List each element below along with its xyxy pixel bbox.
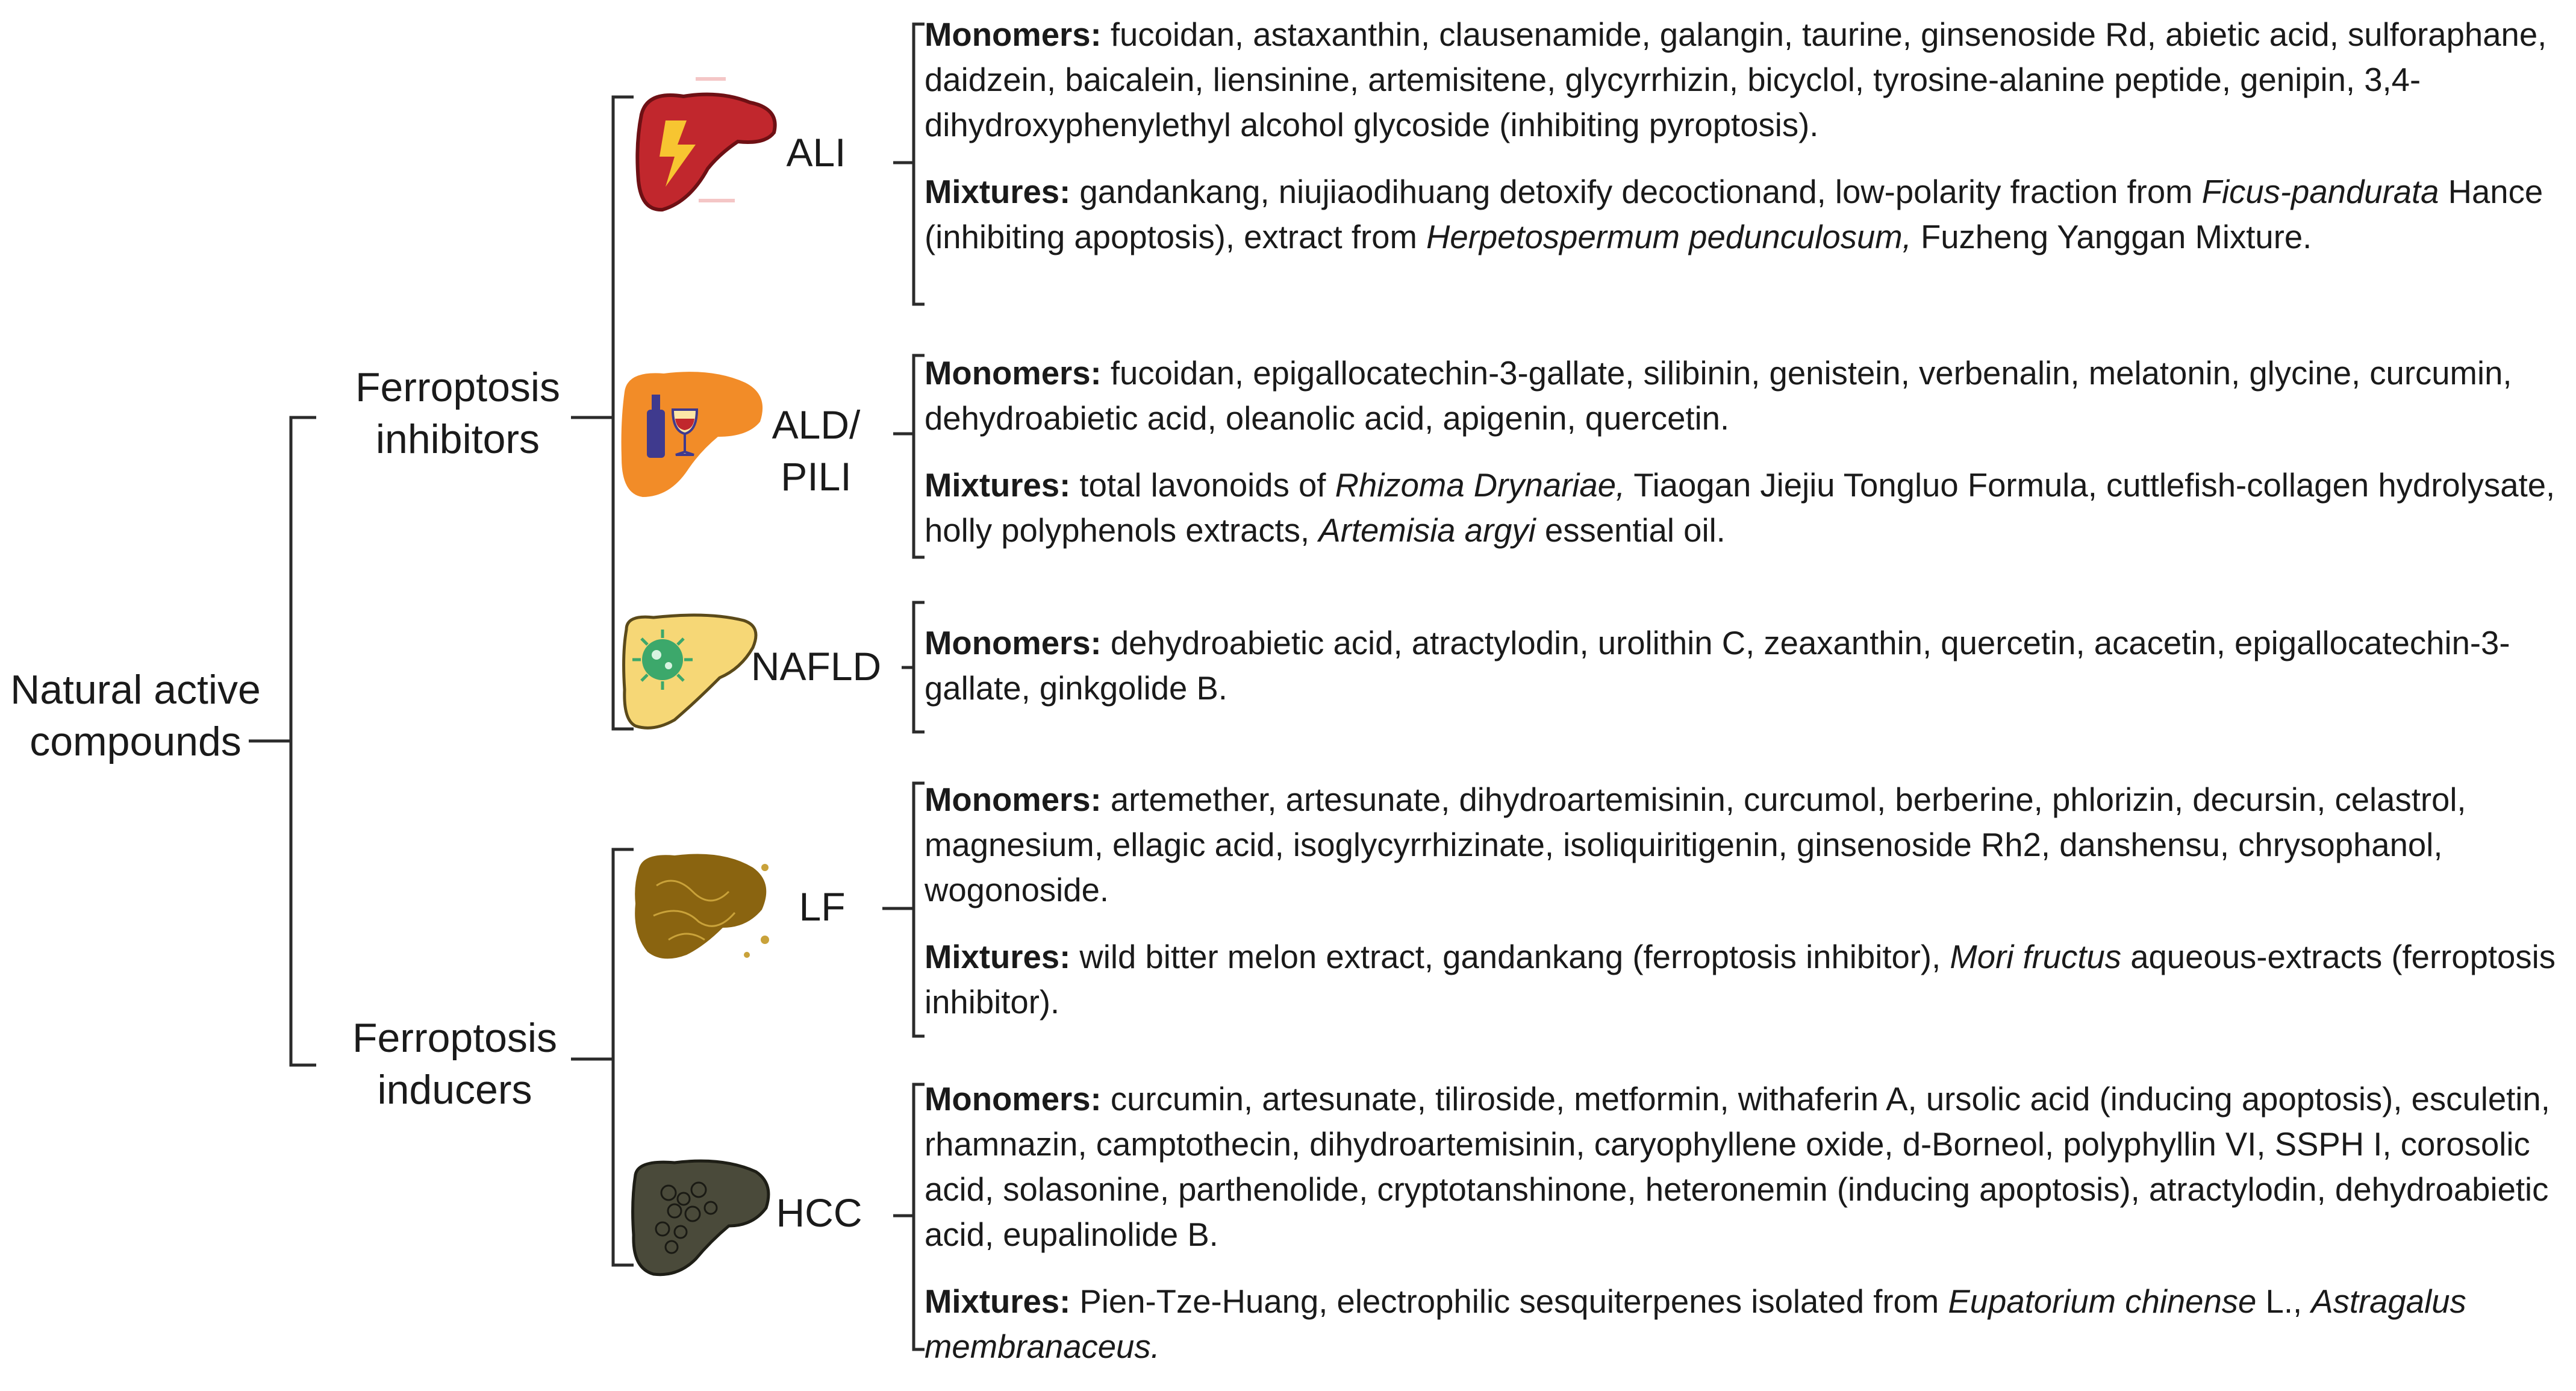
disease-label-ali: ALI <box>786 130 846 175</box>
section-title: Monomers: <box>925 16 1102 53</box>
mixtures-paragraph <box>925 463 2563 553</box>
dark-cirrhotic-liver-icon <box>626 1157 777 1277</box>
compound-text: Hance (inhibiting apoptosis), extract from <box>925 173 2543 255</box>
section-title: Monomers: <box>925 1081 1102 1117</box>
compound-list-nafld <box>925 620 2563 733</box>
compound-text: Tiaogan Jiejiu Tongluo Formula, cuttlefish-collagen hydrolysate, holly polyphenols extracts, <box>925 467 2556 549</box>
ali-text-bracket <box>914 24 925 304</box>
section-title: Mixtures: <box>925 467 1071 504</box>
nafld-text-bracket <box>914 602 925 732</box>
compound-text: wild bitter melon extract, gandankang (ferroptosis inhibitor), <box>1070 939 1950 975</box>
lf-text-bracket <box>914 783 925 1036</box>
species-name: Rhizoma Drynariae, <box>1335 467 1626 504</box>
species-name: Mori fructus <box>1950 939 2122 975</box>
compound-text: Fuzheng Yanggan Mixture. <box>1911 219 2312 255</box>
section-title: Mixtures: <box>925 939 1071 975</box>
compound-text: L., <box>2256 1283 2312 1320</box>
orange-liver-wine-icon <box>616 367 772 503</box>
compound-list-lf <box>925 777 2563 1046</box>
disease-label-hcc: HCC <box>776 1190 862 1235</box>
species-name: Artemisia argyi <box>1318 512 1536 549</box>
compound-text: artemether, artesunate, dihydroartemisinin, curcumol, berberine, phlorizin, decursin, celastrol, magnesium, ellagic acid, isoglycyrrhizinate, isoliquiritigenin, ginsenoside Rh2, danshensu, chrysophanol, wogonoside. <box>925 781 2466 908</box>
monomers-paragraph <box>925 777 2563 913</box>
red-liver-lightning-icon <box>629 72 786 217</box>
compound-list-hcc <box>925 1077 2563 1391</box>
mixtures-paragraph <box>925 934 2563 1025</box>
compound-text: essential oil. <box>1535 512 1726 549</box>
section-title: Monomers: <box>925 355 1102 392</box>
monomers-paragraph <box>925 12 2563 148</box>
monomers-paragraph <box>925 1077 2563 1257</box>
compound-list-ald-pili <box>925 351 2563 575</box>
compound-text: total lavonoids of <box>1070 467 1335 504</box>
compound-text: dehydroabietic acid, atractylodin, urolithin C, zeaxanthin, quercetin, acacetin, epigallocatechin-3-gallate, ginkgolide B. <box>925 625 2510 707</box>
monomers-paragraph <box>925 620 2563 711</box>
species-name: Herpetospermum pedunculosum, <box>1426 219 1912 255</box>
group-label-inhibitors: Ferroptosis inhibitors <box>355 364 561 462</box>
root-bracket <box>291 417 316 1065</box>
mixtures-paragraph <box>925 169 2563 260</box>
compound-text: fucoidan, epigallocatechin-3-gallate, silibinin, genistein, verbenalin, melatonin, glycine, curcumin, dehydroabietic acid, oleanolic acid, apigenin, quercetin. <box>925 355 2512 437</box>
compound-text: curcumin, artesunate, tiliroside, metformin, withaferin A, ursolic acid (inducing apoptosis), esculetin, rhamnazin, camptothecin, dihydroartemisinin, caryophyllene oxide, d-Borneol, polyphyllin VI, SSPH I, corosolic acid, solasonine, parthenolide, cryptotanshinone, heteronemin (inducing apoptosis), atractylodin, dehydroabietic acid, eupalinolide B. <box>925 1081 2550 1253</box>
hcc-text-bracket <box>914 1084 925 1349</box>
section-title: Mixtures: <box>925 173 1071 210</box>
monomers-paragraph <box>925 351 2563 441</box>
section-title: Mixtures: <box>925 1283 1071 1320</box>
species-name: Eupatorium chinense <box>1948 1283 2257 1320</box>
species-name: Astragalus membranaceus. <box>925 1283 2466 1365</box>
compound-text: gandankang, niujiaodihuang detoxify decoctionand, low-polarity fraction from <box>1070 173 2202 210</box>
disease-label-nafld: NAFLD <box>750 644 882 689</box>
compound-text: fucoidan, astaxanthin, clausenamide, galangin, taurine, ginsenoside Rd, abietic acid, sulforaphane, daidzein, baicalein, liensinine, artemisitene, glycyrrhizin, bicyclol, tyrosine-alanine peptide, genipin, 3,4-dihydroxyphenylethyl alcohol glycoside (inhibiting pyroptosis). <box>925 16 2547 143</box>
section-title: Monomers: <box>925 781 1102 818</box>
compound-text: aqueous-extracts (ferroptosis inhibitor). <box>925 939 2556 1021</box>
group-label-inducers: Ferroptosis inducers <box>352 1015 558 1113</box>
mixtures-paragraph <box>925 1279 2563 1369</box>
compound-list-ali <box>925 12 2563 281</box>
root-node-label: Natural active compounds <box>10 667 261 764</box>
disease-label-lf: LF <box>799 884 846 929</box>
compound-text: Pien-Tze-Huang, electrophilic sesquiterpenes isolated from <box>1070 1283 1948 1320</box>
disease-label-ald-pili: ALD/ PILI <box>772 402 861 499</box>
ald-text-bracket <box>914 355 925 557</box>
section-title: Monomers: <box>925 625 1102 661</box>
brown-fibrotic-liver-icon <box>626 849 777 970</box>
species-name: Ficus-pandurata <box>2201 173 2439 210</box>
